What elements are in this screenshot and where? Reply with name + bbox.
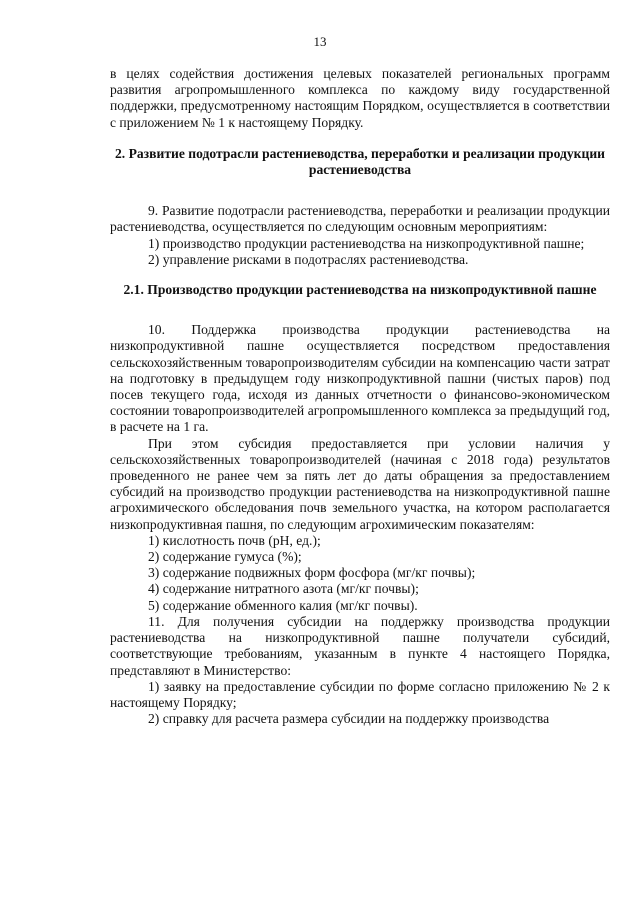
measure-item: 2) управление рисками в подотраслях растениеводства.	[148, 251, 469, 267]
indicator-item: 5) содержание обменного калия (мг/кг почвы).	[148, 597, 418, 613]
indicator-item: 3) содержание подвижных форм фосфора (мг/кг почвы);	[148, 565, 476, 581]
section-2-heading: 2. Развитие подотрасли растениеводства, переработки и реализации продукции растениеводства	[114, 145, 606, 178]
paragraph-11: 11. Для получения субсидии на поддержку производства продукции растениеводства на низкопродуктивной пашне получатели субсидий, соответствующие требованиям, указанным в пункте 4 настоящего Порядка, представляют в Министерство:	[110, 613, 610, 678]
intro-paragraph: в целях содействия достижения целевых показателей региональных программ развития агропромышленного комплекса по каждому виду государственной поддержки, предусмотренному настоящим Порядком, осуществляется в соответствии с приложением № 1 к настоящему Порядку.	[110, 66, 610, 130]
measure-item: 1) производство продукции растениеводства на низкопродуктивной пашне;	[148, 235, 585, 251]
indicator-item: 1) кислотность почв (pH, ед.);	[148, 532, 321, 548]
paragraph-10: 10. Поддержка производства продукции растениеводства на низкопродуктивной пашне осуществляется посредством предоставления сельскохозяйственным товаропроизводителям субсидии на компенсацию части затрат на подготовку в предыдущем году низкопродуктивной пашни (чистых паров) под посев текущего года, исходя из данных отчетности о финансово-экономическом состоянии товаропроизводителей агропромышленного комплекса за предыдущий год, в расчете на 1 га.	[110, 322, 610, 435]
paragraph-condition: При этом субсидия предоставляется при условии наличия у сельскохозяйственных товаропроизводителей (начиная с 2018 года) результатов проведенного не ранее чем за пять лет до даты обращения за предоставлением субсидий на производство продукции растениеводства на низкопродуктивной пашне агрохимического обследования почв земельного участка, на котором располагается низкопродуктивная пашня, по следующим агрохимическим показателям:	[110, 435, 610, 532]
section-2-1-heading: 2.1. Производство продукции растениеводства на низкопродуктивной пашне	[123, 282, 597, 298]
paragraph-9: 9. Развитие подотрасли растениеводства, переработки и реализации продукции растениеводства, осуществляется по следующим основным мероприятиям:	[110, 203, 610, 235]
page-number: 13	[313, 34, 327, 49]
document-item: 2) справку для расчета размера субсидии на поддержку производства	[148, 711, 550, 727]
indicator-item: 4) содержание нитратного азота (мг/кг почвы);	[148, 581, 419, 597]
document-item: 1) заявку на предоставление субсидии по форме согласно приложению № 2 к настоящему Порядку;	[110, 678, 610, 710]
indicator-item: 2) содержание гумуса (%);	[148, 549, 302, 565]
page-content	[110, 66, 610, 727]
